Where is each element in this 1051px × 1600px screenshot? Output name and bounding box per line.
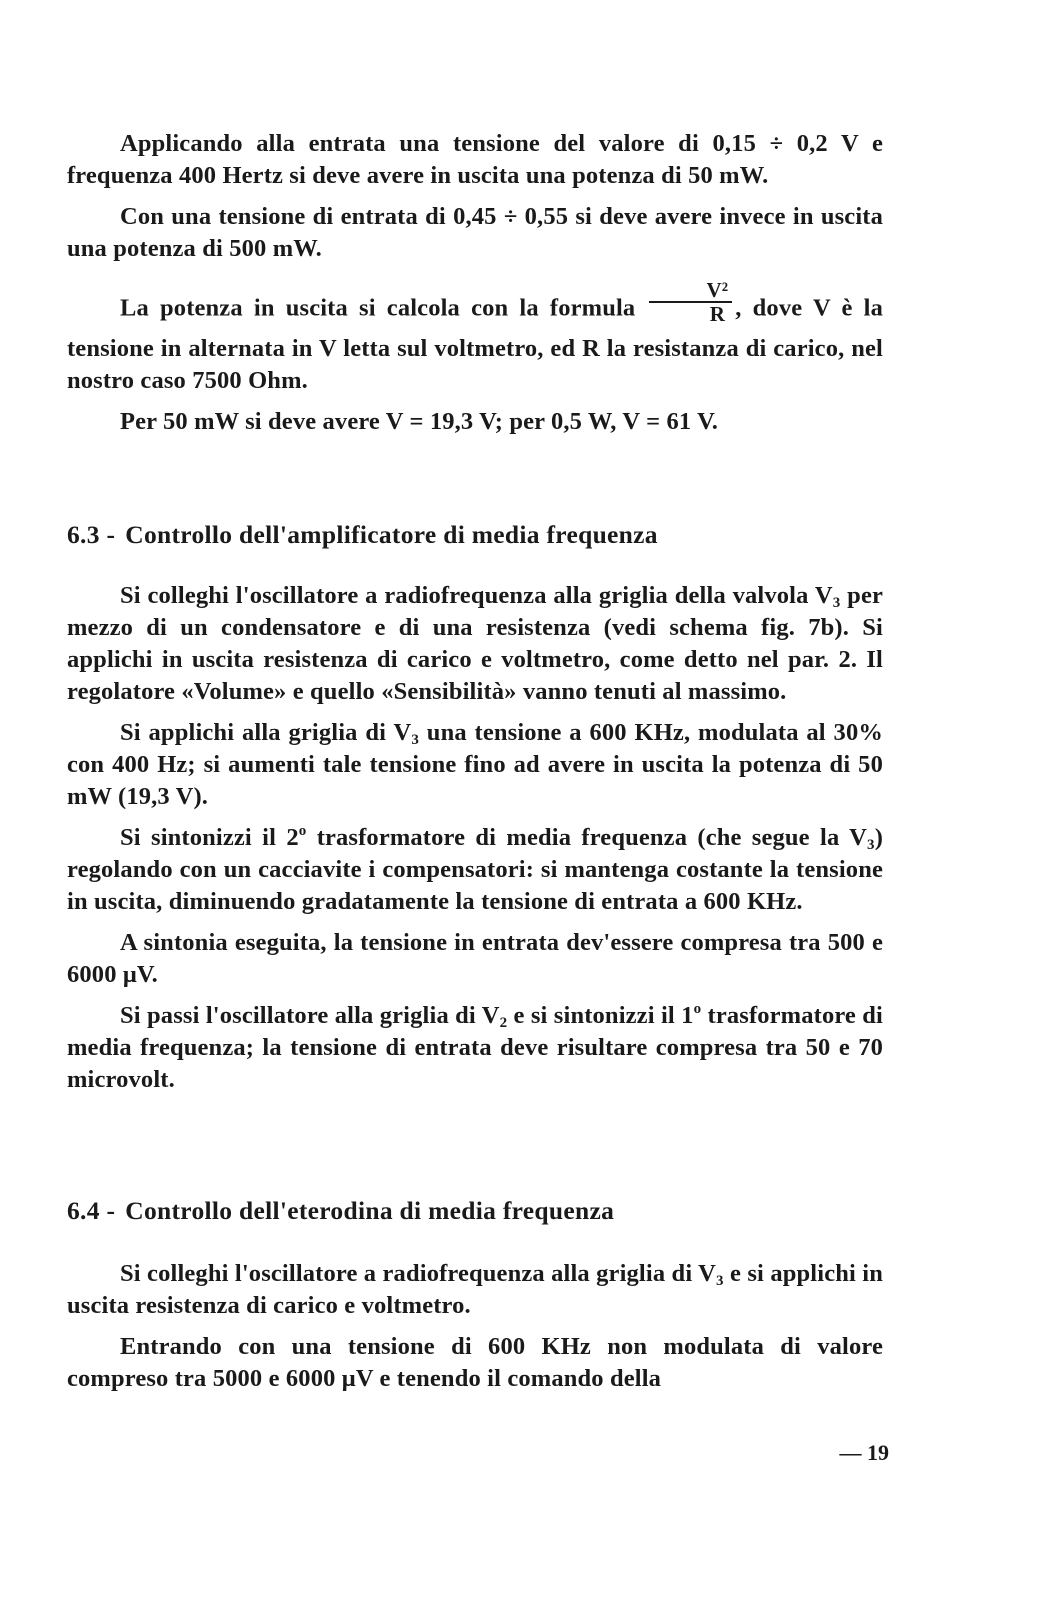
paragraph-with-formula [67, 278, 883, 397]
power-formula [649, 279, 732, 325]
formula-numerator: V² [649, 279, 732, 303]
section-6-3-body [67, 580, 883, 1096]
text-run: trasformatore di media frequenza (che segue la V [306, 824, 868, 851]
text-run: Si colleghi l'oscillatore a radiofrequenza alla griglia di V [120, 1260, 717, 1287]
paragraph: Entrando con una tensione di 600 KHz non modulata di valore compreso tra 5000 e 6000 μV e tenendo il comando della [67, 1333, 883, 1392]
page-number: — 19 [839, 1440, 889, 1465]
paragraph: Applicando alla entrata una tensione del valore di 0,15 ÷ 0,2 V e frequenza 400 Hertz si deve avere in uscita una potenza di 50 mW. [67, 130, 883, 189]
section-6-4-body [67, 1258, 883, 1395]
text-run: e si applichi in uscita resistenza di carico e voltmetro. [67, 1260, 884, 1319]
section-heading-6-4 [67, 1196, 614, 1226]
subscript: 3 [411, 732, 419, 748]
paragraph: Con una tensione di entrata di 0,45 ÷ 0,55 si deve avere invece in uscita una potenza di 500 mW. [67, 203, 883, 262]
paragraph [67, 1000, 883, 1096]
text-run: e si sintonizzi il 1 [507, 1002, 694, 1029]
paragraph: A sintonia eseguita, la tensione in entrata dev'essere compresa tra 500 e 6000 μV. [67, 929, 883, 988]
section-title: Controllo dell'eterodina di media frequenza [125, 1196, 615, 1225]
subscript: 2 [499, 1015, 508, 1031]
subscript: 3 [832, 595, 841, 611]
text-run: ) regolando con un cacciavite i compensatori: si mantenga costante la tensione in uscita, diminuendo gradatamente la tensione di entrata a 600 KHz. [67, 824, 883, 915]
section-title: Controllo dell'amplificatore di media frequenza [125, 520, 658, 549]
subscript: 3 [716, 1273, 724, 1289]
intro-paragraphs [67, 128, 883, 438]
paragraph [67, 580, 883, 708]
text-run: Si colleghi l'oscillatore a radiofrequenza alla griglia della valvola V [120, 582, 833, 609]
paragraph [67, 822, 883, 918]
text-run: Si sintonizzi il 2 [120, 824, 299, 851]
paragraph: Per 50 mW si deve avere V = 19,3 V; per 0,5 W, V = 61 V. [120, 408, 719, 435]
formula-lead-text: La potenza in uscita si calcola con la formula [120, 294, 636, 322]
text-run: una tensione a 600 KHz, modulata al 30% con 400 Hz; si aumenti tale tensione fino ad avere in uscita la potenza di 50 mW (19,3 V). [67, 719, 884, 810]
text-run: per mezzo di un condensatore e di una resistenza (vedi schema fig. 7b). Si applichi in uscita resistenza di carico e voltmetro, come detto nel par. 2. Il regolatore «Volume» e quello «Sensibilità» vanno tenuti al massimo. [67, 582, 883, 705]
formula-trail-text: , dove V è la tensione in alternata in V letta sul voltmetro, ed R la resistanza di carico, nel nostro caso 7500 Ohm. [67, 294, 883, 394]
section-heading-6-3 [67, 520, 658, 550]
section-number: 6.4 - [67, 1196, 116, 1225]
superscript: o [693, 1001, 702, 1017]
superscript: o [298, 823, 307, 839]
paragraph [67, 1258, 883, 1322]
paragraph [67, 717, 883, 813]
section-number: 6.3 - [67, 520, 116, 549]
text-run: trasformatore di media frequenza; la tensione di entrata deve risultare compresa tra 50 e 70 microvolt. [67, 1002, 883, 1093]
text-run: Si passi l'oscillatore alla griglia di V [120, 1002, 500, 1029]
formula-denominator: R [709, 302, 726, 326]
subscript: 3 [867, 837, 875, 853]
text-run: Si applichi alla griglia di V [120, 719, 412, 746]
